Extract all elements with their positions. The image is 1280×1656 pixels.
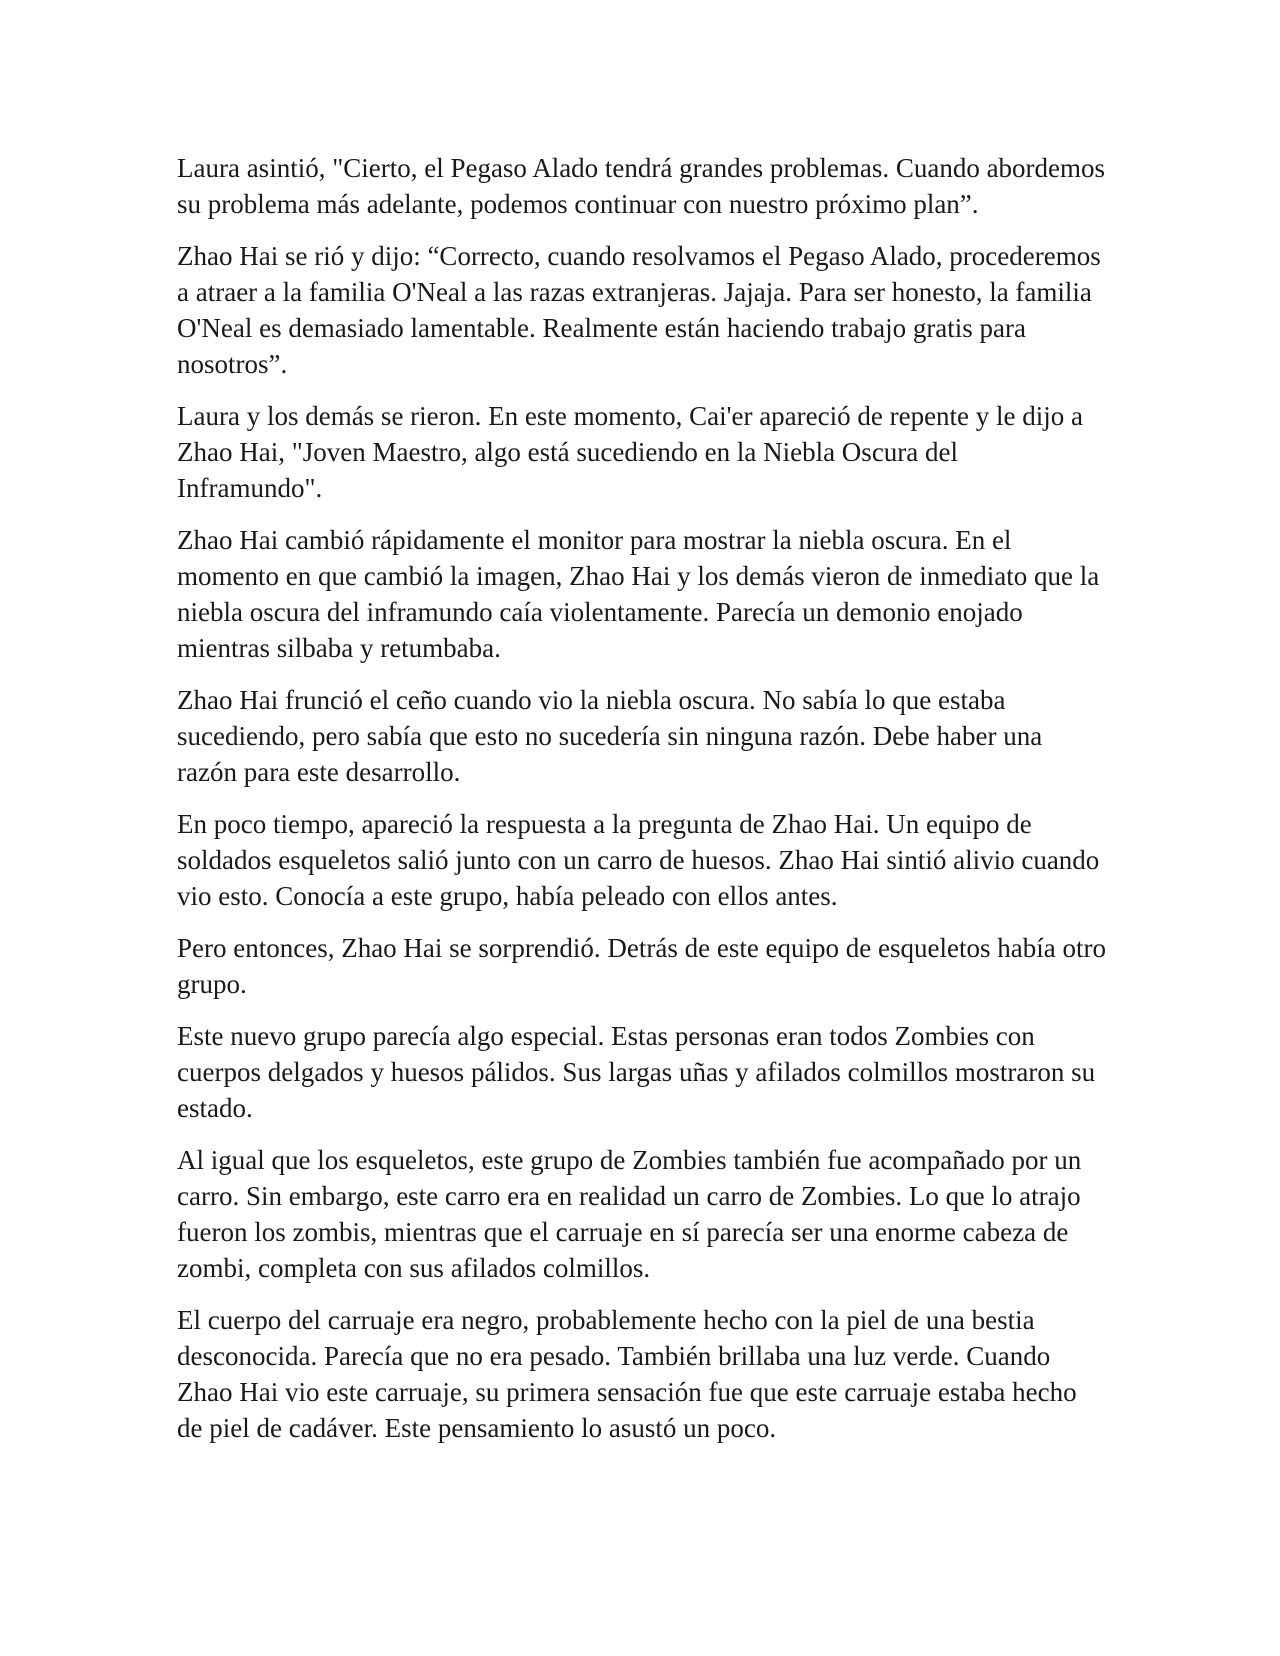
- paragraph: Laura y los demás se rieron. En este momento, Cai'er apareció de repente y le dijo a Zhao Hai, "Joven Maestro, algo está sucediendo en la Niebla Oscura del Inframundo".: [177, 401, 1084, 503]
- paragraph: El cuerpo del carruaje era negro, probablemente hecho con la piel de una bestia desconocida. Parecía que no era pesado. También brillaba una luz verde. Cuando Zhao Hai vio este carruaje, su primera sensación fue que este carruaje estaba hecho de piel de cadáver. Este pensamiento lo asustó un poco.: [177, 1305, 1077, 1443]
- paragraph: En poco tiempo, apareció la respuesta a la pregunta de Zhao Hai. Un equipo de soldados esqueletos salió junto con un carro de huesos. Zhao Hai sintió alivio cuando vio esto. Conocía a este grupo, había peleado con ellos antes.: [177, 809, 1100, 911]
- document-page: [177, 150, 1107, 1462]
- paragraph: Este nuevo grupo parecía algo especial. Estas personas eran todos Zombies con cuerpos delgados y huesos pálidos. Sus largas uñas y afilados colmillos mostraron su estado.: [177, 1021, 1096, 1123]
- paragraph: Pero entonces, Zhao Hai se sorprendió. Detrás de este equipo de esqueletos había otro grupo.: [177, 933, 1106, 999]
- paragraph: Zhao Hai cambió rápidamente el monitor para mostrar la niebla oscura. En el momento en que cambió la imagen, Zhao Hai y los demás vieron de inmediato que la niebla oscura del inframundo caía violentamente. Parecía un demonio enojado mientras silbaba y retumbaba.: [177, 525, 1100, 663]
- paragraph: Zhao Hai se rió y dijo: “Correcto, cuando resolvamos el Pegaso Alado, procederemos a atraer a la familia O'Neal a las razas extranjeras. Jajaja. Para ser honesto, la familia O'Neal es demasiado lamentable. Realmente están haciendo trabajo gratis para nosotros”.: [177, 241, 1101, 379]
- paragraph: Al igual que los esqueletos, este grupo de Zombies también fue acompañado por un carro. Sin embargo, este carro era en realidad un carro de Zombies. Lo que lo atrajo fueron los zombis, mientras que el carruaje en sí parecía ser una enorme cabeza de zombi, completa con sus afilados colmillos.: [177, 1145, 1082, 1283]
- paragraph: Zhao Hai frunció el ceño cuando vio la niebla oscura. No sabía lo que estaba sucediendo, pero sabía que esto no sucedería sin ninguna razón. Debe haber una razón para este desarrollo.: [177, 685, 1043, 787]
- paragraph: Laura asintió, "Cierto, el Pegaso Alado tendrá grandes problemas. Cuando abordemos su problema más adelante, podemos continuar con nuestro próximo plan”.: [177, 153, 1106, 219]
